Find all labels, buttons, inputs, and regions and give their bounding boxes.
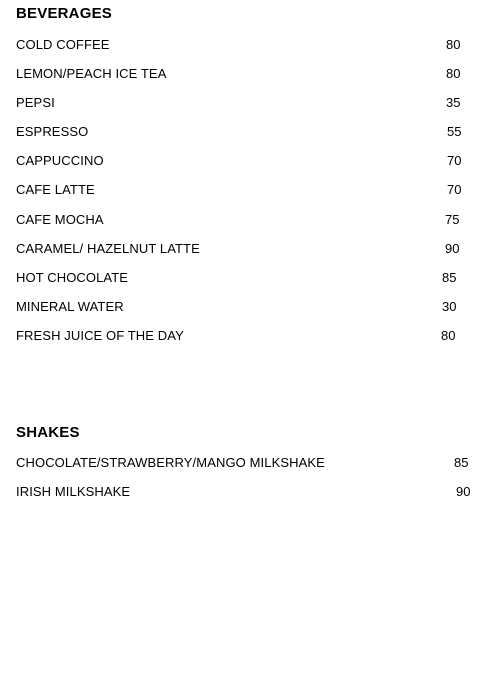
item-name: HOT CHOCOLATE <box>16 270 129 285</box>
menu-item-irish-milkshake <box>16 483 500 501</box>
item-name: PEPSI <box>16 95 55 110</box>
item-name: CARAMEL/ HAZELNUT LATTE <box>16 241 200 256</box>
item-price: 90 <box>456 484 471 499</box>
item-price: 30 <box>442 299 457 314</box>
item-price: 80 <box>446 37 461 52</box>
item-name: ESPRESSO <box>16 124 89 139</box>
menu-item-cafe-mocha <box>16 211 500 229</box>
menu-item-espresso <box>16 123 500 141</box>
menu-item-fresh-juice <box>16 327 500 345</box>
item-price: 80 <box>441 328 456 343</box>
item-price: 75 <box>445 212 460 227</box>
item-price: 70 <box>447 153 462 168</box>
menu-item-cold-coffee <box>16 36 500 54</box>
item-name: CAFE MOCHA <box>16 212 104 227</box>
menu-item-caramel-hazelnut-latte <box>16 240 500 258</box>
item-name: CAFE LATTE <box>16 182 95 197</box>
menu-item-cappuccino <box>16 152 500 170</box>
menu-item-cafe-latte <box>16 181 500 199</box>
item-price: 80 <box>446 66 461 81</box>
item-price: 35 <box>446 95 461 110</box>
item-name: MINERAL WATER <box>16 299 124 314</box>
menu-item-lemon-peach-ice-tea <box>16 65 500 83</box>
item-name: COLD COFFEE <box>16 37 110 52</box>
menu-item-pepsi <box>16 94 500 112</box>
item-name: CAPPUCCINO <box>16 153 104 168</box>
menu-item-mineral-water <box>16 298 500 316</box>
menu-item-hot-chocolate <box>16 269 500 287</box>
item-name: FRESH JUICE OF THE DAY <box>16 328 184 343</box>
shakes-heading: SHAKES <box>16 424 80 441</box>
item-name: LEMON/PEACH ICE TEA <box>16 66 167 81</box>
beverages-heading: BEVERAGES <box>16 5 112 22</box>
item-price: 85 <box>442 270 457 285</box>
item-price: 85 <box>454 455 469 470</box>
item-name: CHOCOLATE/STRAWBERRY/MANGO MILKSHAKE <box>16 455 325 470</box>
item-name: IRISH MILKSHAKE <box>16 484 131 499</box>
item-price: 55 <box>447 124 462 139</box>
item-price: 90 <box>445 241 460 256</box>
item-price: 70 <box>447 182 462 197</box>
menu-item-chocolate-strawberry-mango-milkshake <box>16 454 500 472</box>
